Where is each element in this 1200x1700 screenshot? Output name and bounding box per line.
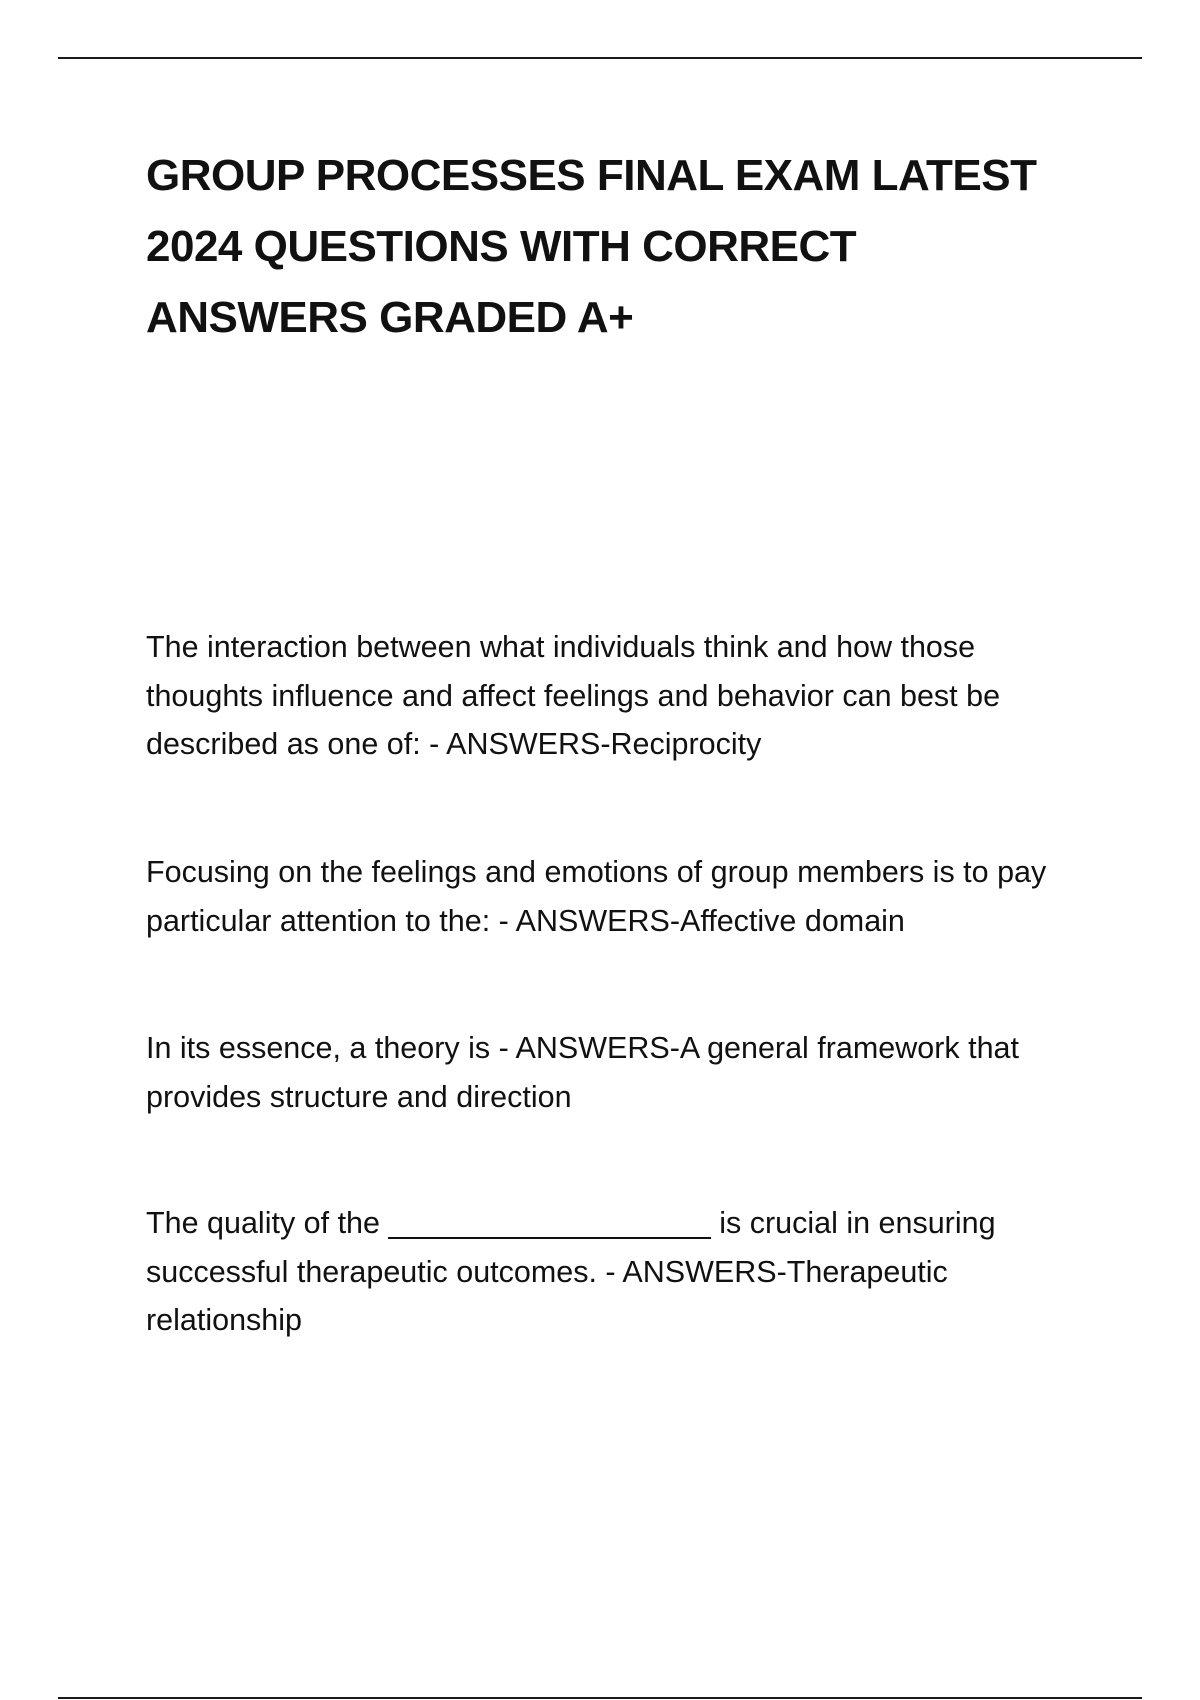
bottom-rule	[58, 1697, 1142, 1699]
qa-item-2: Focusing on the feelings and emotions of group members is to pay particular attention to the: - ANSWERS-Affective domain	[146, 855, 1047, 938]
qa-item-1: The interaction between what individuals think and how those thoughts influence and affect feelings and behavior can best be described as one of: - ANSWERS-Reciprocity	[146, 630, 1001, 761]
qa-item-4: The quality of the ___________________ is crucial in ensuring successful therapeutic outcomes. - ANSWERS-Therapeutic relationship	[146, 1206, 996, 1337]
top-rule	[58, 57, 1142, 59]
document-title: GROUP PROCESSES FINAL EXAM LATEST 2024 QUESTIONS WITH CORRECT ANSWERS GRADED A+	[146, 151, 1037, 342]
qa-item-3: In its essence, a theory is - ANSWERS-A general framework that provides structure and direction	[146, 1031, 1019, 1114]
